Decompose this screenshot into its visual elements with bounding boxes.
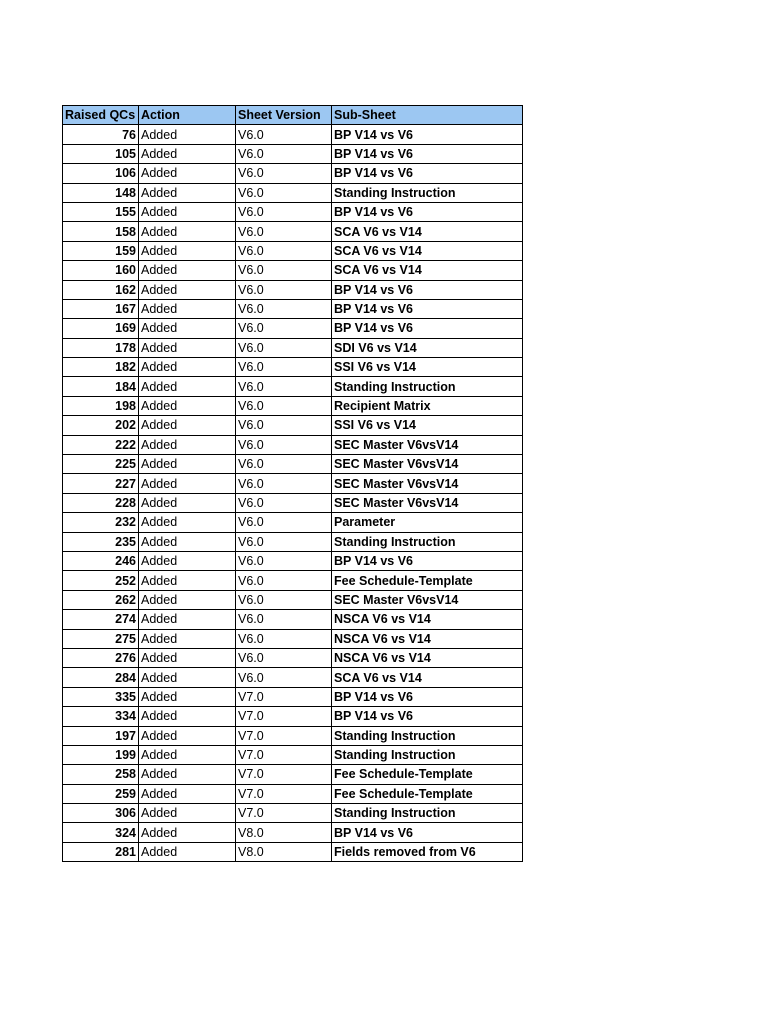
raised-qc-cell: 155 [63, 202, 139, 221]
sheet-version-cell: V6.0 [236, 144, 332, 163]
sheet-version-cell: V6.0 [236, 280, 332, 299]
table-row [63, 726, 523, 745]
action-cell: Added [139, 474, 236, 493]
sheet-version-cell: V7.0 [236, 745, 332, 764]
action-cell: Added [139, 784, 236, 803]
sheet-version-cell: V6.0 [236, 455, 332, 474]
sheet-version-cell: V7.0 [236, 784, 332, 803]
raised-qc-cell: 259 [63, 784, 139, 803]
action-cell: Added [139, 513, 236, 532]
sheet-version-cell: V6.0 [236, 532, 332, 551]
sub-sheet-cell: Standing Instruction [332, 377, 523, 396]
table-row [63, 648, 523, 667]
raised-qc-cell: 281 [63, 842, 139, 861]
table-row [63, 338, 523, 357]
table-row [63, 610, 523, 629]
header-action: Action [139, 106, 236, 125]
action-cell: Added [139, 804, 236, 823]
raised-qc-cell: 160 [63, 261, 139, 280]
raised-qc-cell: 324 [63, 823, 139, 842]
sub-sheet-cell: SEC Master V6vsV14 [332, 455, 523, 474]
table-row [63, 493, 523, 512]
sheet-version-cell: V6.0 [236, 202, 332, 221]
header-raised-qcs: Raised QCs [63, 106, 139, 125]
table-row [63, 455, 523, 474]
sub-sheet-cell: BP V14 vs V6 [332, 551, 523, 570]
sheet-version-cell: V7.0 [236, 765, 332, 784]
sub-sheet-cell: SSI V6 vs V14 [332, 358, 523, 377]
sub-sheet-cell: BP V14 vs V6 [332, 299, 523, 318]
sheet-version-cell: V7.0 [236, 804, 332, 823]
raised-qc-cell: 232 [63, 513, 139, 532]
raised-qc-cell: 246 [63, 551, 139, 570]
sheet-version-cell: V6.0 [236, 668, 332, 687]
raised-qc-cell: 182 [63, 358, 139, 377]
sub-sheet-cell: Standing Instruction [332, 804, 523, 823]
raised-qc-cell: 148 [63, 183, 139, 202]
sub-sheet-cell: Standing Instruction [332, 183, 523, 202]
sub-sheet-cell: BP V14 vs V6 [332, 164, 523, 183]
table-row [63, 804, 523, 823]
raised-qc-cell: 235 [63, 532, 139, 551]
action-cell: Added [139, 125, 236, 144]
table-row [63, 280, 523, 299]
action-cell: Added [139, 222, 236, 241]
table-row [63, 377, 523, 396]
sub-sheet-cell: BP V14 vs V6 [332, 280, 523, 299]
table-row [63, 222, 523, 241]
table-row [63, 435, 523, 454]
action-cell: Added [139, 144, 236, 163]
sheet-version-cell: V6.0 [236, 474, 332, 493]
action-cell: Added [139, 377, 236, 396]
action-cell: Added [139, 629, 236, 648]
sub-sheet-cell: SEC Master V6vsV14 [332, 474, 523, 493]
sub-sheet-cell: NSCA V6 vs V14 [332, 629, 523, 648]
action-cell: Added [139, 687, 236, 706]
raised-qc-cell: 178 [63, 338, 139, 357]
raised-qc-cell: 105 [63, 144, 139, 163]
action-cell: Added [139, 358, 236, 377]
raised-qc-cell: 184 [63, 377, 139, 396]
sheet-version-cell: V6.0 [236, 222, 332, 241]
action-cell: Added [139, 280, 236, 299]
table-row [63, 474, 523, 493]
sheet-version-cell: V6.0 [236, 261, 332, 280]
sub-sheet-cell: Standing Instruction [332, 745, 523, 764]
sheet-version-cell: V6.0 [236, 358, 332, 377]
sheet-version-cell: V6.0 [236, 164, 332, 183]
raised-qc-cell: 276 [63, 648, 139, 667]
table-row [63, 241, 523, 260]
sub-sheet-cell: Standing Instruction [332, 726, 523, 745]
header-sub-sheet: Sub-Sheet [332, 106, 523, 125]
table-row [63, 319, 523, 338]
sheet-version-cell: V8.0 [236, 842, 332, 861]
raised-qc-cell: 275 [63, 629, 139, 648]
sheet-version-cell: V6.0 [236, 648, 332, 667]
raised-qc-cell: 158 [63, 222, 139, 241]
sheet-version-cell: V6.0 [236, 319, 332, 338]
table-row [63, 784, 523, 803]
action-cell: Added [139, 571, 236, 590]
action-cell: Added [139, 261, 236, 280]
action-cell: Added [139, 396, 236, 415]
table-row [63, 668, 523, 687]
table-row [63, 513, 523, 532]
sheet-version-cell: V6.0 [236, 629, 332, 648]
action-cell: Added [139, 726, 236, 745]
raised-qc-cell: 225 [63, 455, 139, 474]
action-cell: Added [139, 202, 236, 221]
table-row [63, 202, 523, 221]
raised-qc-cell: 197 [63, 726, 139, 745]
raised-qc-cell: 258 [63, 765, 139, 784]
action-cell: Added [139, 765, 236, 784]
qc-table [62, 105, 523, 862]
sub-sheet-cell: Fee Schedule-Template [332, 571, 523, 590]
sub-sheet-cell: NSCA V6 vs V14 [332, 610, 523, 629]
action-cell: Added [139, 241, 236, 260]
table-row [63, 532, 523, 551]
table-row [63, 687, 523, 706]
sheet-version-cell: V7.0 [236, 687, 332, 706]
raised-qc-cell: 262 [63, 590, 139, 609]
sheet-version-cell: V6.0 [236, 377, 332, 396]
raised-qc-cell: 252 [63, 571, 139, 590]
sheet-version-cell: V6.0 [236, 241, 332, 260]
raised-qc-cell: 284 [63, 668, 139, 687]
sheet-version-cell: V6.0 [236, 590, 332, 609]
header-sheet-version: Sheet Version [236, 106, 332, 125]
raised-qc-cell: 306 [63, 804, 139, 823]
raised-qc-cell: 167 [63, 299, 139, 318]
sheet-version-cell: V6.0 [236, 513, 332, 532]
sub-sheet-cell: Parameter [332, 513, 523, 532]
table-row [63, 765, 523, 784]
action-cell: Added [139, 435, 236, 454]
sheet-version-cell: V7.0 [236, 707, 332, 726]
sub-sheet-cell: Fields removed from V6 [332, 842, 523, 861]
action-cell: Added [139, 610, 236, 629]
table-row [63, 261, 523, 280]
table-row [63, 358, 523, 377]
action-cell: Added [139, 551, 236, 570]
sheet-version-cell: V6.0 [236, 571, 332, 590]
table-row [63, 551, 523, 570]
sub-sheet-cell: SSI V6 vs V14 [332, 416, 523, 435]
table-row [63, 164, 523, 183]
raised-qc-cell: 202 [63, 416, 139, 435]
action-cell: Added [139, 745, 236, 764]
table-row [63, 823, 523, 842]
sub-sheet-cell: SEC Master V6vsV14 [332, 493, 523, 512]
sheet-version-cell: V6.0 [236, 416, 332, 435]
raised-qc-cell: 162 [63, 280, 139, 299]
sheet-version-cell: V8.0 [236, 823, 332, 842]
sub-sheet-cell: NSCA V6 vs V14 [332, 648, 523, 667]
raised-qc-cell: 222 [63, 435, 139, 454]
action-cell: Added [139, 493, 236, 512]
table-row [63, 299, 523, 318]
action-cell: Added [139, 455, 236, 474]
sub-sheet-cell: Recipient Matrix [332, 396, 523, 415]
action-cell: Added [139, 648, 236, 667]
sheet-version-cell: V6.0 [236, 338, 332, 357]
sub-sheet-cell: BP V14 vs V6 [332, 687, 523, 706]
table-row [63, 396, 523, 415]
raised-qc-cell: 199 [63, 745, 139, 764]
sub-sheet-cell: BP V14 vs V6 [332, 125, 523, 144]
action-cell: Added [139, 183, 236, 202]
table-row [63, 144, 523, 163]
sub-sheet-cell: SCA V6 vs V14 [332, 222, 523, 241]
action-cell: Added [139, 532, 236, 551]
action-cell: Added [139, 823, 236, 842]
table-row [63, 571, 523, 590]
action-cell: Added [139, 668, 236, 687]
table-row [63, 183, 523, 202]
table-row [63, 629, 523, 648]
raised-qc-cell: 334 [63, 707, 139, 726]
action-cell: Added [139, 338, 236, 357]
raised-qc-cell: 169 [63, 319, 139, 338]
header-row [63, 106, 523, 125]
sub-sheet-cell: SEC Master V6vsV14 [332, 590, 523, 609]
action-cell: Added [139, 164, 236, 183]
sub-sheet-cell: SEC Master V6vsV14 [332, 435, 523, 454]
raised-qc-cell: 227 [63, 474, 139, 493]
sub-sheet-cell: SCA V6 vs V14 [332, 261, 523, 280]
sheet-version-cell: V6.0 [236, 493, 332, 512]
table-row [63, 745, 523, 764]
sub-sheet-cell: Fee Schedule-Template [332, 765, 523, 784]
action-cell: Added [139, 590, 236, 609]
sheet-version-cell: V6.0 [236, 435, 332, 454]
sheet-version-cell: V6.0 [236, 299, 332, 318]
sub-sheet-cell: BP V14 vs V6 [332, 707, 523, 726]
sub-sheet-cell: BP V14 vs V6 [332, 319, 523, 338]
sub-sheet-cell: Standing Instruction [332, 532, 523, 551]
action-cell: Added [139, 707, 236, 726]
sheet-version-cell: V7.0 [236, 726, 332, 745]
table-row [63, 416, 523, 435]
sheet-version-cell: V6.0 [236, 396, 332, 415]
sub-sheet-cell: SDI V6 vs V14 [332, 338, 523, 357]
table-row [63, 590, 523, 609]
sub-sheet-cell: BP V14 vs V6 [332, 202, 523, 221]
table-row [63, 842, 523, 861]
action-cell: Added [139, 416, 236, 435]
table-row [63, 125, 523, 144]
sub-sheet-cell: Fee Schedule-Template [332, 784, 523, 803]
raised-qc-cell: 228 [63, 493, 139, 512]
table-row [63, 707, 523, 726]
sheet-version-cell: V6.0 [236, 183, 332, 202]
sheet-version-cell: V6.0 [236, 610, 332, 629]
sub-sheet-cell: SCA V6 vs V14 [332, 668, 523, 687]
raised-qc-cell: 198 [63, 396, 139, 415]
raised-qc-cell: 159 [63, 241, 139, 260]
raised-qc-cell: 76 [63, 125, 139, 144]
action-cell: Added [139, 299, 236, 318]
sheet-version-cell: V6.0 [236, 551, 332, 570]
action-cell: Added [139, 319, 236, 338]
sheet-version-cell: V6.0 [236, 125, 332, 144]
sub-sheet-cell: BP V14 vs V6 [332, 144, 523, 163]
raised-qc-cell: 335 [63, 687, 139, 706]
sub-sheet-cell: SCA V6 vs V14 [332, 241, 523, 260]
action-cell: Added [139, 842, 236, 861]
raised-qc-cell: 274 [63, 610, 139, 629]
sub-sheet-cell: BP V14 vs V6 [332, 823, 523, 842]
raised-qc-cell: 106 [63, 164, 139, 183]
